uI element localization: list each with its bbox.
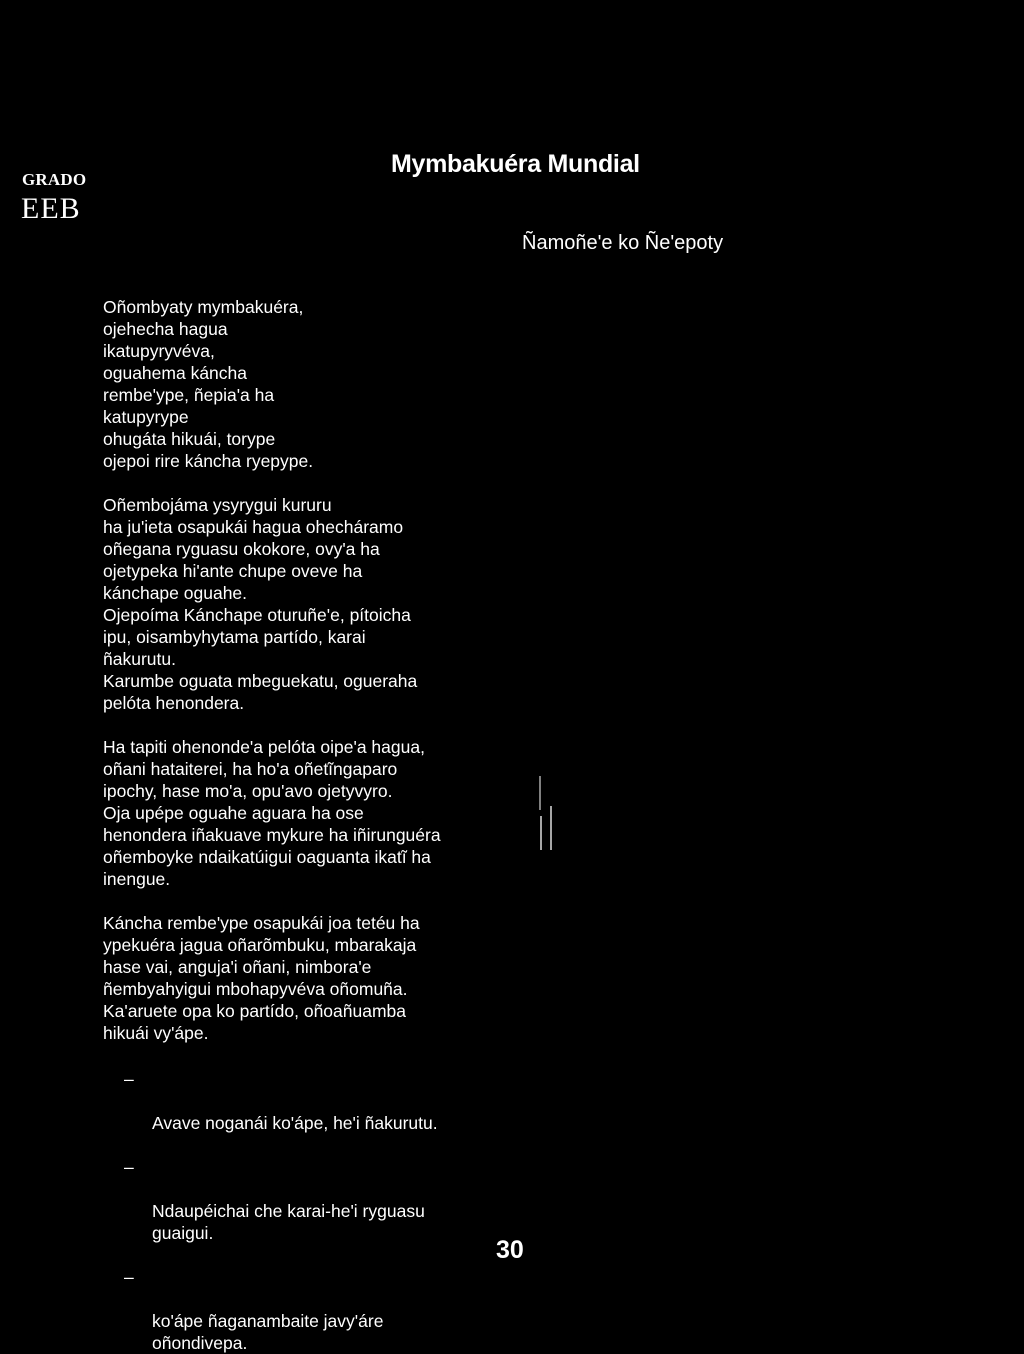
story-paragraph-4: Káncha rembe'ype osapukái joa tetéu ha ypekuéra jagua oñarõmbuku, mbarakaja hase vai, anguja'i oñani, nimbora'e ñembyahyigui mbohapyvéva oñomuña. Ka'aruete opa ko partído, oñoañuamba hikuái vy'ápe. — [103, 913, 420, 1043]
dialogue-line — [124, 1068, 544, 1134]
level-label: EEB — [21, 192, 81, 225]
dialogue-dash: – — [124, 1069, 134, 1089]
scan-marks — [536, 776, 556, 850]
page-subtitle: Ñamoñe'e ko Ñe'epoty — [522, 232, 724, 254]
story-paragraph-1: Oñombyaty mymbakuéra, ojehecha hagua ikatupyryvéva, oguahema káncha rembe'ype, ñepia'a ha katupyrype ohugáta hikuái, torype ojepoi rire káncha ryepype. — [103, 297, 314, 471]
dialogue-line — [124, 1266, 544, 1354]
dialogue-text: ko'ápe ñaganambaite javy'áre oñondivepa. — [152, 1311, 384, 1353]
dialogue-dash: – — [124, 1267, 134, 1287]
dialogue-text: Ndaupéichai che karai-he'i ryguasu guaigui. — [152, 1201, 425, 1243]
dialogue-line — [124, 1156, 544, 1244]
story-paragraph-3: Ha tapiti ohenonde'a pelóta oipe'a hagua, oñani hataiterei, ha ho'a oñetĩngaparo ipochy, hase mo'a, opu'avo ojetyvyro. Oja upépe oguahe aguara ha ose henondera iñakuave mykure ha iñirunguéra oñemboyke ndaikatúigui oaguanta ikatĩ ha inengue. — [103, 737, 441, 889]
dialogue-text: Avave noganái ko'ápe, he'i ñakurutu. — [152, 1113, 438, 1133]
dialogue-dash: – — [124, 1157, 134, 1177]
dialogue-list — [124, 1068, 544, 1354]
grado-label: GRADO — [22, 170, 87, 189]
story-paragraph-2: Oñembojáma ysyrygui kururu ha ju'ieta osapukái hagua ohecháramo oñegana ryguasu okokore, ovy'a ha ojetypeka hi'ante chupe oveve ha kánchape oguahe. Ojepoíma Kánchape oturuñe'e, pítoicha ipu, oisambyhytama partído, karai ñakurutu. Karumbe oguata mbeguekatu, ogueraha pelóta henondera. — [103, 495, 418, 713]
story-text — [103, 296, 513, 1044]
page-number: 30 — [496, 1236, 524, 1264]
page-title: Mymbakuéra Mundial — [391, 150, 640, 178]
